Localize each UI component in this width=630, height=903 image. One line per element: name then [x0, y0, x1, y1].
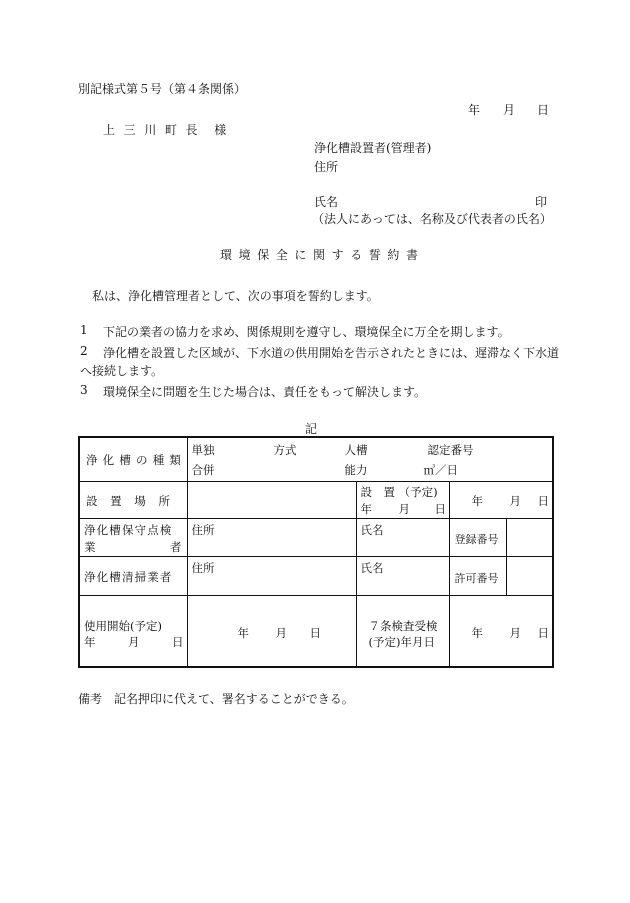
planned-install-month-label: 月	[398, 501, 410, 516]
cleaning-name-label: 氏名	[360, 560, 384, 575]
location-label: 設置場所	[86, 493, 183, 508]
use-start-month: 月	[275, 625, 287, 640]
planned-install-day-label: 日	[434, 501, 446, 516]
use-start-date-cell	[187, 595, 356, 667]
cleaning-name-cell	[356, 556, 449, 595]
row-tank-type	[79, 437, 553, 481]
inspection-year: 年	[471, 625, 483, 640]
row-use-start	[79, 595, 553, 667]
use-start-label-line1: 使用開始(予定)	[84, 618, 162, 633]
cleaning-address-label: 住所	[191, 560, 215, 575]
date-month-label: 月	[503, 103, 516, 117]
install-year: 年	[471, 493, 483, 508]
registration-number-label: 登録番号	[454, 532, 499, 546]
addressee: 上 三 川 町 長 様	[103, 123, 229, 137]
maintenance-label-line2-b: 者	[170, 539, 182, 554]
permit-number-value-cell	[506, 556, 553, 595]
maintenance-name-cell	[356, 518, 449, 556]
item-1-text: 下記の業者の協力を求め、関係規則を遵守し、環境保全に万全を期します。	[103, 325, 510, 339]
row-install-location	[79, 481, 553, 518]
use-start-label-cell	[79, 595, 187, 667]
use-start-label-month: 月	[128, 634, 140, 649]
use-start-year: 年	[237, 625, 249, 640]
tank-type-label: 浄化槽の種類	[86, 453, 187, 467]
maintenance-label-line2-a: 業	[84, 539, 96, 554]
item-2-text-line1: 浄化槽を設置した区域が、下水道の供用開始を告示されたときには、遅滞なく下水道	[103, 346, 560, 360]
tank-type-value-cell	[187, 437, 553, 481]
maintenance-address-cell	[187, 518, 356, 556]
inspection-day: 日	[537, 625, 549, 640]
registration-number-label-cell	[449, 518, 506, 556]
inspection-month: 月	[509, 625, 521, 640]
single-label: 単独	[191, 443, 215, 457]
method-label: 方式	[273, 443, 297, 457]
remarks: 備考 記名押印に代えて、署名することができる。	[78, 692, 354, 706]
location-label-cell	[79, 481, 187, 518]
applicant-address-label: 住所	[314, 160, 339, 174]
inspection-date-cell	[449, 595, 553, 667]
item-2-number: 2	[80, 344, 88, 358]
inspection-label-line1: ７条検査受検	[368, 618, 438, 633]
capacity-label: 能力	[344, 463, 368, 477]
planned-install-year-label: 年	[360, 501, 372, 516]
inspection-label-line2: (予定)年月日	[368, 634, 435, 649]
maintenance-name-label: 氏名	[360, 522, 384, 537]
permit-number-label: 許可番号	[454, 571, 499, 585]
cert-number-label: 認定番号	[427, 443, 474, 457]
item-3-number: 3	[80, 383, 88, 397]
permit-number-label-cell	[449, 556, 506, 595]
item-2-text-line2: へ接続します。	[80, 364, 164, 378]
use-start-label-year: 年	[84, 634, 96, 649]
cleaning-address-cell	[187, 556, 356, 595]
form-number: 別記様式第５号（第４条関係）	[78, 82, 247, 96]
row-cleaning-company	[79, 556, 553, 595]
intro-text: 私は、浄化槽管理者として、次の事項を誓約します。	[92, 289, 379, 303]
install-month: 月	[509, 493, 521, 508]
date-day-label: 日	[537, 103, 550, 117]
form-table	[78, 436, 554, 668]
row-maintenance-company	[79, 518, 553, 556]
persons-label: 人槽	[344, 443, 368, 457]
applicant-name-label: 氏名	[314, 195, 339, 209]
applicant-role: 浄化槽設置者(管理者)	[314, 141, 432, 155]
location-value-cell	[187, 481, 356, 518]
combined-label: 合併	[191, 463, 215, 477]
tank-type-label-cell	[79, 437, 187, 481]
ki-label: 記	[305, 422, 318, 436]
cleaning-label: 浄化槽清掃業者	[84, 569, 173, 584]
inspection-label-cell	[356, 595, 449, 667]
document-title: 環境保全に関する誓約書	[220, 248, 425, 262]
item-1-number: 1	[80, 323, 88, 337]
seal-mark: 印	[535, 195, 548, 209]
planned-install-label: 設 置 （予定)	[360, 484, 438, 499]
maintenance-label-line1: 浄化槽保守点検	[84, 522, 173, 537]
cleaning-label-cell	[79, 556, 187, 595]
maintenance-address-label: 住所	[191, 522, 215, 537]
date-year-label: 年	[468, 103, 481, 117]
use-start-day: 日	[309, 625, 321, 640]
install-day: 日	[537, 493, 549, 508]
planned-install-date-cell	[449, 481, 553, 518]
capacity-unit: ㎥／日	[423, 463, 458, 477]
applicant-note: （法人にあっては、名称及び代表者の氏名）	[312, 212, 552, 226]
use-start-label-day: 日	[172, 634, 184, 649]
item-3-text: 環境保全に問題を生じた場合は、責任をもって解決します。	[103, 385, 427, 399]
planned-install-label-cell	[356, 481, 449, 518]
registration-number-value-cell	[506, 518, 553, 556]
maintenance-label-cell	[79, 518, 187, 556]
